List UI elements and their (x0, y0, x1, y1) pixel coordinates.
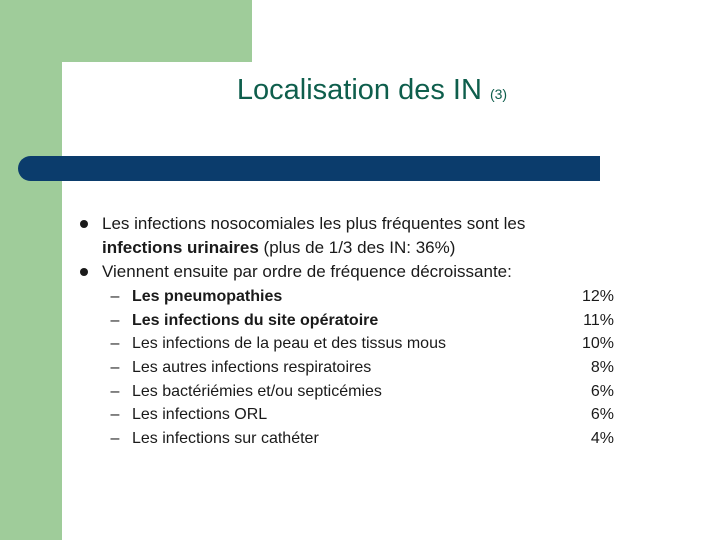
bullet-dot-icon (80, 220, 88, 228)
item-label: Les infections sur cathéter (132, 430, 319, 448)
list-item (108, 356, 628, 380)
list-item (108, 403, 628, 427)
bullet-item (76, 212, 636, 260)
title-suffix: (3) (489, 86, 508, 102)
list-item (108, 332, 628, 356)
dash-icon: – (110, 359, 120, 377)
item-label: Les infections de la peau et des tissus mous (132, 335, 446, 353)
item-value: 12% (581, 288, 614, 305)
item-value: 6% (590, 406, 614, 424)
dash-icon: – (110, 406, 120, 424)
item-value: 6% (590, 382, 614, 400)
bullet-1-bold: infections urinaires (102, 238, 259, 257)
bullet-1-tail: (plus de 1/3 des IN: 36%) (258, 238, 456, 257)
item-value: 4% (590, 430, 614, 448)
dash-icon: – (110, 288, 120, 305)
title-text: Localisation des IN (236, 74, 482, 106)
list-item (108, 285, 628, 309)
bullet-list (76, 212, 636, 284)
item-value: 10% (581, 335, 614, 353)
item-label: Les bactériémies et/ou septicémies (132, 382, 382, 400)
bullet-dot-icon (80, 268, 88, 276)
item-value: 8% (590, 359, 614, 377)
dash-icon: – (110, 382, 120, 400)
item-label: Les infections du site opératoire (132, 311, 379, 329)
item-value: 11% (583, 311, 614, 329)
bullet-item (76, 260, 636, 284)
bullet-1-text: Les infections nosocomiales les plus fréquentes sont les (102, 214, 526, 233)
dash-icon: – (110, 311, 120, 329)
slide-title (0, 72, 720, 112)
sub-list (108, 285, 628, 451)
item-label: Les autres infections respiratoires (132, 359, 372, 377)
list-item (108, 380, 628, 404)
dash-icon: – (110, 335, 120, 353)
dash-icon: – (110, 430, 120, 448)
item-label: Les infections ORL (132, 406, 268, 424)
list-item (108, 427, 628, 451)
title-divider-bar (18, 156, 600, 181)
item-label: Les pneumopathies (132, 288, 283, 305)
bullet-2-text: Viennent ensuite par ordre de fréquence décroissante: (102, 262, 512, 281)
list-item (108, 309, 628, 333)
